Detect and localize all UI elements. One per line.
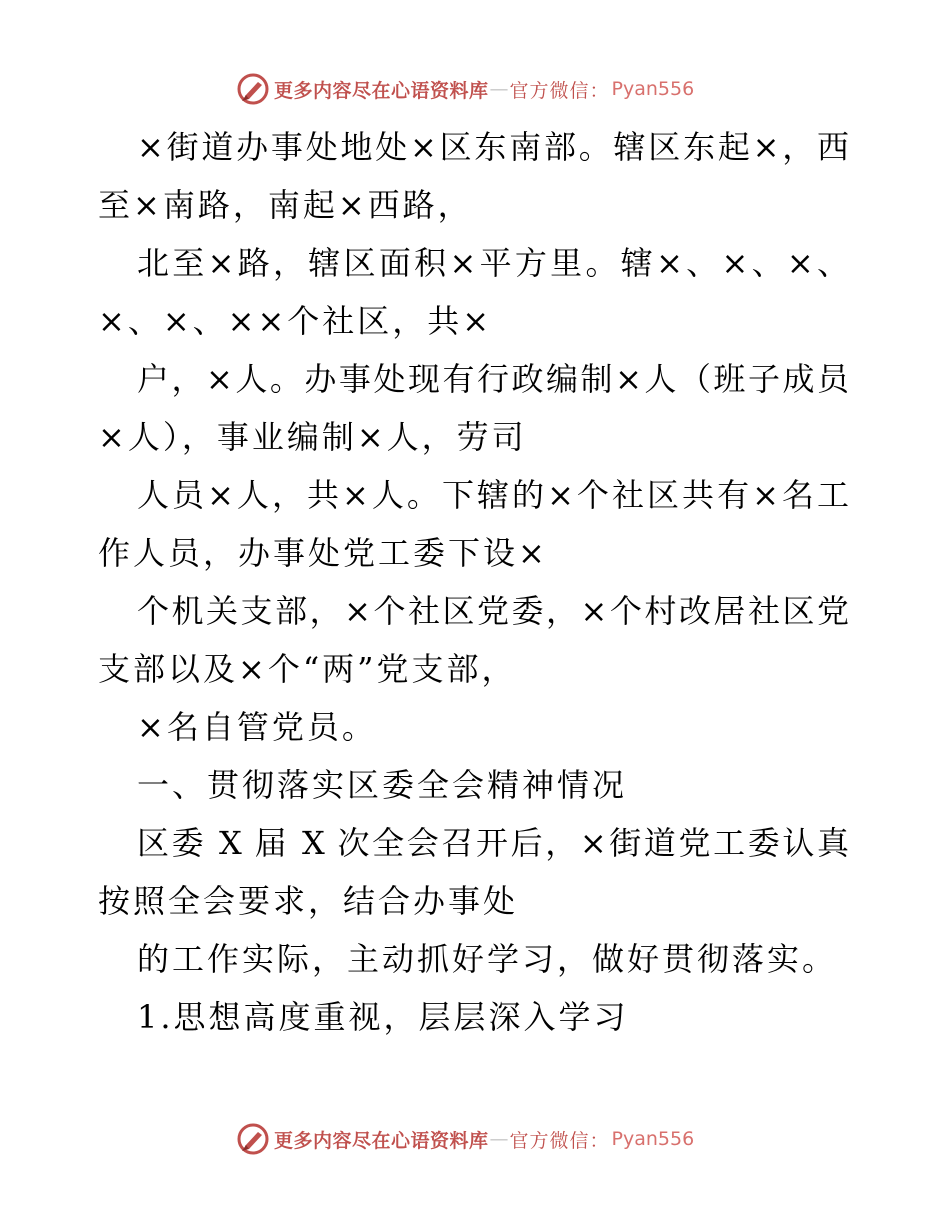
paragraph-line: 个机关支部，×个社区党委，×个村改居社区党 [137, 592, 849, 630]
paragraph-line: ×、×、××个社区，共× [98, 302, 493, 340]
watermark-separator: — [489, 78, 509, 100]
paragraph-line: 至×南路，南起×西路， [98, 186, 473, 224]
watermark-wechat-label: 官方微信： [509, 79, 610, 102]
paragraph-line: 的工作实际，主动抓好学习，做好贯彻落实。 [137, 940, 838, 978]
paragraph-line: 人员×人，共×人。下辖的×个社区共有×名工 [137, 476, 849, 514]
watermark-main-text: 更多内容尽在心语资料库 [274, 79, 489, 102]
paragraph-line: 支部以及×个“两”党支部， [98, 650, 517, 688]
watermark-separator: — [489, 1128, 509, 1150]
watermark-wechat-label: 官方微信： [509, 1129, 610, 1152]
watermark-wechat-id: Pyan556 [611, 78, 695, 100]
paragraph-line: ×人），事业编制×人，劳司 [98, 418, 527, 456]
paragraph-line: 作人员，办事处党工委下设× [98, 534, 548, 572]
watermark-main-text: 更多内容尽在心语资料库 [274, 1129, 489, 1152]
paragraph-line: 区委 X 届 X 次全会召开后，×街道党工委认真 [137, 824, 849, 862]
paragraph-line: 按照全会要求，结合办事处 [98, 882, 519, 920]
paragraph-line: 北至×路，辖区面积×平方里。辖×、×、×、 [137, 244, 849, 282]
subsection-heading: 1.思想高度重视，层层深入学习 [137, 998, 629, 1036]
paragraph-line: ×名自管党员。 [137, 708, 377, 746]
paragraph-line: ×街道办事处地处×区东南部。辖区东起×，西 [137, 128, 849, 166]
paragraph-line: 户，×人。办事处现有行政编制×人（班子成员 [137, 360, 849, 398]
pen-logo-icon [236, 1122, 270, 1156]
footer-watermark [236, 1122, 694, 1156]
watermark-wechat-id: Pyan556 [611, 1128, 695, 1150]
section-heading: 一、贯彻落实区委全会精神情况 [137, 766, 628, 804]
